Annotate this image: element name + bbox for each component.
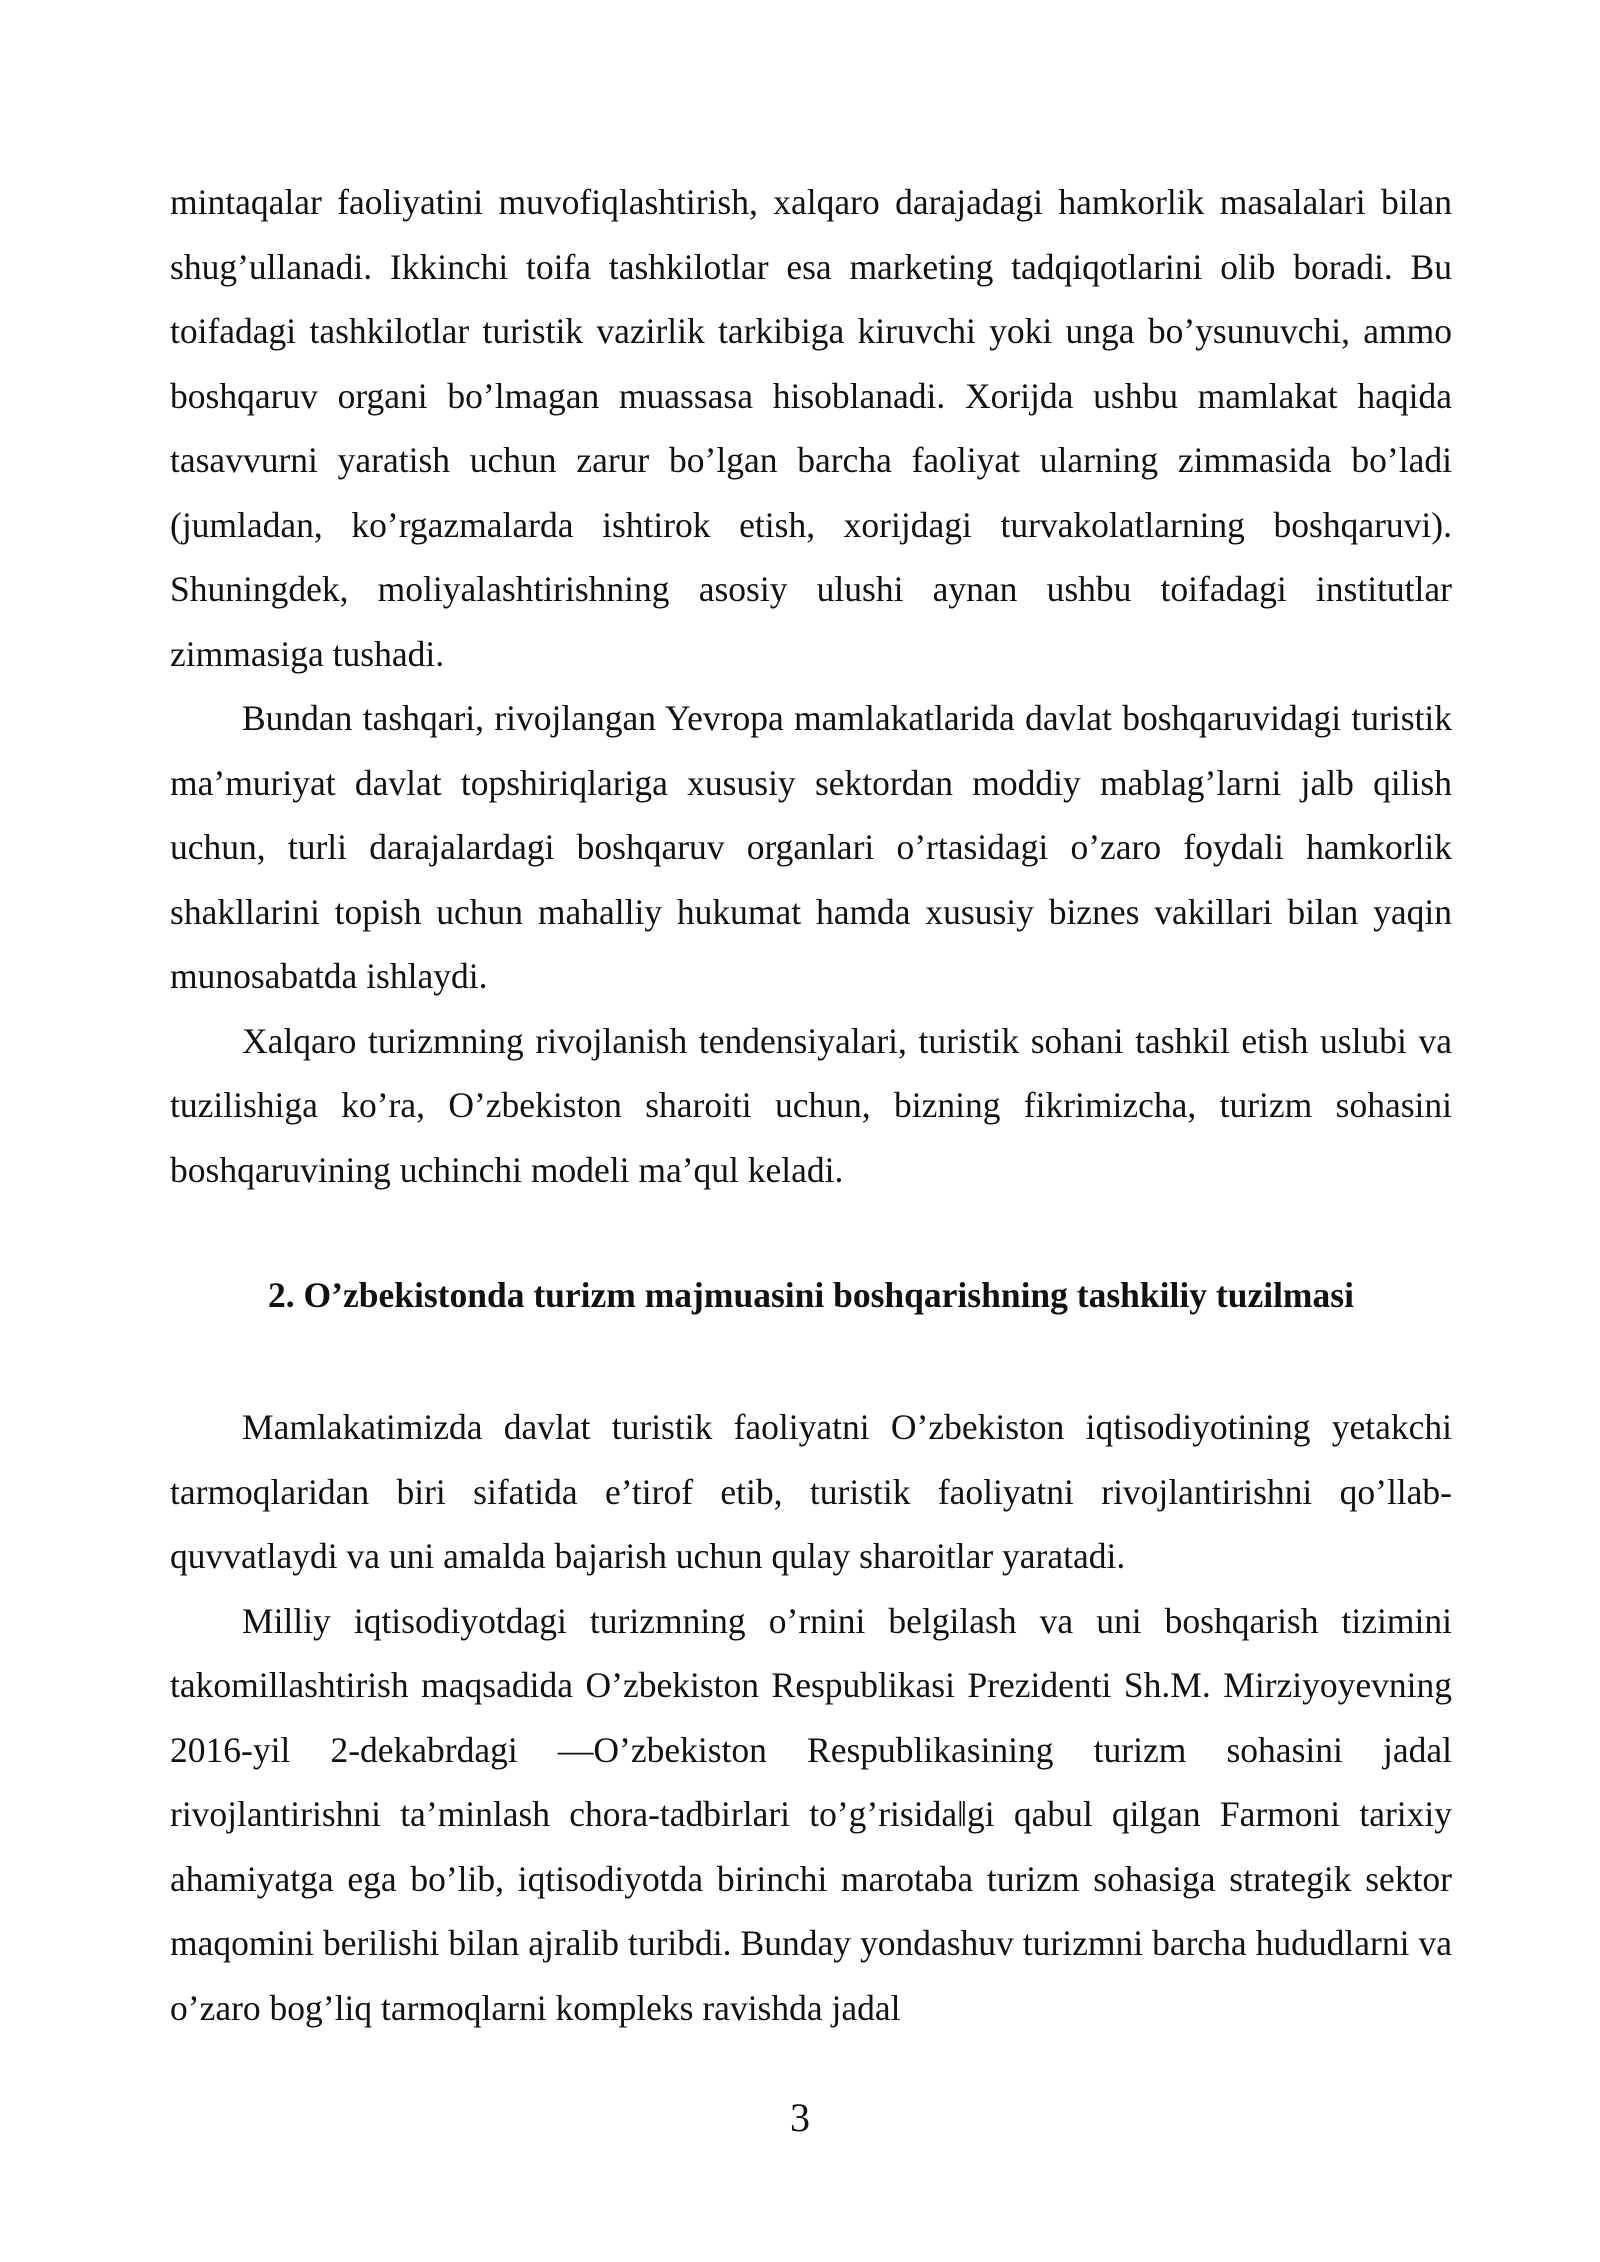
paragraph-presidential-decree: Milliy iqtisodiyotdagi turizmning o’rnini belgilash va uni boshqarish tizimini takomillashtirish maqsadida O’zbekiston Respublikasi Prezidenti Sh.M. Mirziyoyevning 2016-yil 2-dekabrdagi ―O’zbekiston Respublikasining turizm sohasini jadal rivojlantirishni ta’minlash chora-tadbirlari to’g’risida‖gi qabul qilgan Farmoni tarixiy ahamiyatga ega bo’lib, iqtisodiyotda birinchi marotaba turizm sohasiga strategik sektor maqomini berilishi bilan ajralib turibdi. Bunday yondashuv turizmni barcha hududlarni va o’zaro bog’liq tarmoqlarni kompleks ravishda jadal bbox=[170, 1600, 1452, 2028]
paragraph-european-administration: Bundan tashqari, rivojlangan Yevropa mamlakatlarida davlat boshqaruvidagi turistik ma’muriyat davlat topshiriqlariga xususiy sektordan moddiy mablag’larni jalb qilish uchun, turli darajalardagi boshqaruv organlari o’rtasidagi o’zaro foydali hamkorlik shakllarini topish uchun mahalliy hukumat hamda xususiy biznes vakillari bilan yaqin munosabatda ishlaydi. bbox=[170, 698, 1452, 996]
page-number: 3 bbox=[790, 2095, 810, 2140]
body-text-top bbox=[170, 170, 1452, 1202]
body-text-bottom bbox=[170, 1395, 1452, 2040]
paragraph-state-support: Mamlakatimizda davlat turistik faoliyatni O’zbekiston iqtisodiyotining yetakchi tarmoqlaridan biri sifatida e’tirof etib, turistik faoliyatni rivojlantirishni qo’llab-quvvatlaydi va uni amalda bajarish uchun qulay sharoitlar yaratadi. bbox=[170, 1407, 1452, 1576]
paragraph-continuation: mintaqalar faoliyatini muvofiqlashtirish, xalqaro darajadagi hamkorlik masalalari bilan shug’ullanadi. Ikkinchi toifa tashkilotlar esa marketing tadqiqotlarini olib boradi. Bu toifadagi tashkilotlar turistik vazirlik tarkibiga kiruvchi yoki unga bo’ysunuvchi, ammo boshqaruv organi bo’lmagan muassasa hisoblanadi. Xorijda ushbu mamlakat haqida tasavvurni yaratish uchun zarur bo’lgan barcha faoliyat ularning zimmasida bo’ladi (jumladan, ko’rgazmalarda ishtirok etish, xorijdagi turvakolatlarning boshqaruvi). Shuningdek, moliyalashtirishning asosiy ulushi aynan ushbu toifadagi institutlar zimmasiga tushadi. bbox=[170, 182, 1452, 674]
section-heading: 2. O’zbekistonda turizm majmuasini boshqarishning tashkiliy tuzilmasi bbox=[268, 1275, 1354, 1315]
paragraph-third-model: Xalqaro turizmning rivojlanish tendensiyalari, turistik sohani tashkil etish uslubi va tuzilishiga ko’ra, O’zbekiston sharoiti uchun, bizning fikrimizcha, turizm sohasini boshqaruvining uchinchi modeli ma’qul keladi. bbox=[170, 1020, 1452, 1190]
